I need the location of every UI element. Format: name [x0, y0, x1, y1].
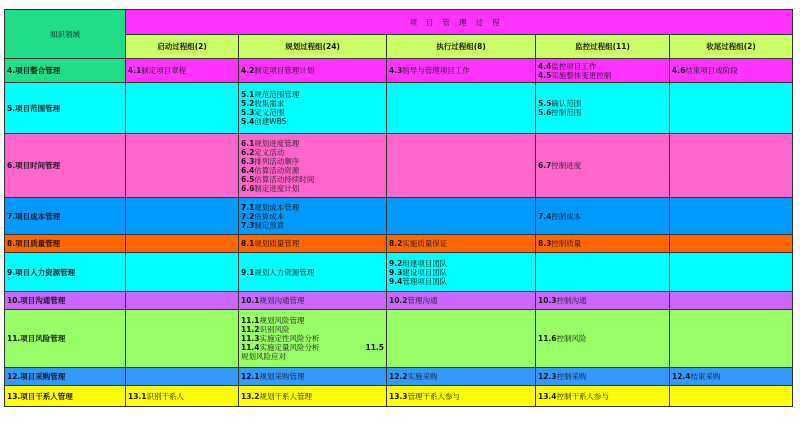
process-item: [538, 212, 667, 221]
process-number: 5.5: [538, 99, 552, 108]
process-item: [389, 268, 533, 277]
process-number: 6.1: [241, 138, 255, 148]
process-name: 实施整体变更控制: [551, 70, 612, 80]
process-number: 11.6: [538, 334, 557, 343]
process-name: 规范范围管理: [254, 90, 300, 99]
process-name: 确认范围: [551, 99, 582, 108]
process-cell-initiating: [126, 134, 239, 198]
process-item-text: [128, 392, 184, 401]
process-item-text: [538, 239, 581, 248]
process-number: 6.7: [538, 161, 552, 170]
process-number: 10.1: [241, 296, 260, 305]
process-item-text: [241, 212, 284, 221]
process-item: [241, 268, 384, 277]
process-item-text: [241, 184, 299, 193]
process-name: 管理沟通: [407, 296, 438, 305]
process-item: [538, 71, 667, 80]
process-item-text: [241, 166, 299, 175]
process-name: 控制风险: [556, 334, 587, 343]
process-item-text: [241, 175, 314, 184]
process-number: 6.3: [241, 156, 255, 166]
process-item: [241, 221, 384, 230]
process-cell-executing: [387, 292, 536, 310]
process-number: 10.2: [389, 296, 408, 305]
process-item: [241, 372, 384, 381]
knowledge-area-label: 6.项目时间管理: [5, 134, 126, 198]
process-item-text: [241, 221, 284, 230]
process-name: 识别风险: [259, 325, 290, 334]
process-item: [538, 161, 667, 170]
process-item: [389, 66, 533, 75]
knowledge-area-row: [5, 386, 793, 407]
process-cell-closing: [670, 134, 793, 198]
process-name: 结束采购: [690, 372, 721, 381]
process-item: [672, 372, 790, 381]
process-item: [241, 239, 384, 248]
process-item: [241, 184, 384, 193]
process-name: 估算活动持续时间: [254, 174, 315, 184]
process-matrix-table: [4, 9, 793, 407]
process-name: 控制沟通: [556, 296, 587, 305]
process-item-text: [241, 139, 299, 148]
process-item-text: [389, 268, 447, 277]
process-number: 9.4: [389, 276, 403, 286]
knowledge-area-label: 7.项目成本管理: [5, 198, 126, 235]
process-number: 5.3: [241, 108, 255, 117]
process-item: [241, 166, 384, 175]
knowledge-area-label: 9.项目人力资源管理: [5, 253, 126, 292]
process-number: 7.1: [241, 202, 255, 212]
process-item: [128, 392, 236, 401]
process-name: 制定项目章程: [141, 66, 187, 75]
process-item: [241, 157, 384, 166]
process-item: [241, 148, 384, 157]
process-item-text: [389, 392, 460, 401]
process-item-text: [241, 90, 299, 99]
knowledge-area-row: [5, 292, 793, 310]
process-item-text: [389, 296, 438, 305]
process-name: 实施定量风险分析: [259, 343, 320, 352]
process-number: 10.3: [538, 296, 557, 305]
process-name: 指导与管理项目工作: [402, 66, 470, 75]
process-item-text: [128, 66, 186, 75]
process-item-text: [241, 239, 299, 248]
process-item: [241, 352, 384, 361]
process-number: 7.2: [241, 211, 255, 221]
process-item-text: [241, 66, 314, 75]
process-name: 控制范围: [551, 108, 582, 117]
process-item-text: [389, 66, 470, 75]
process-cell-monitoring: [536, 253, 670, 292]
process-item: [538, 108, 667, 117]
process-item-text: [672, 372, 721, 381]
process-item-text: [389, 277, 447, 286]
process-cell-executing: [387, 59, 536, 83]
process-item: [241, 212, 384, 221]
process-cell-closing: [670, 368, 793, 386]
process-item-text: [538, 161, 581, 170]
process-cell-initiating: [126, 292, 239, 310]
process-item-text: [672, 66, 738, 75]
process-number: 4.2: [241, 66, 255, 75]
process-number: 4.5: [538, 70, 552, 80]
process-cell-monitoring: [536, 198, 670, 235]
process-name: 规划人力资源管理: [254, 267, 315, 277]
knowledge-area-label: 4.项目整合管理: [5, 59, 126, 83]
knowledge-area-label: 8.项目质量管理: [5, 235, 126, 253]
process-name: 实施定性风险分析: [259, 334, 320, 343]
process-item-text: [241, 99, 284, 108]
process-number: 12.4: [672, 372, 691, 381]
process-number: 8.3: [538, 239, 552, 248]
process-item-text: [241, 343, 320, 352]
process-cell-monitoring: [536, 386, 670, 407]
process-cell-planning: [239, 235, 387, 253]
process-cell-executing: [387, 368, 536, 386]
knowledge-area-row: [5, 83, 793, 134]
process-name: 组建项目团队: [402, 258, 448, 268]
knowledge-area-row: [5, 198, 793, 235]
process-cell-executing: [387, 253, 536, 292]
process-item-text: [389, 372, 438, 381]
process-number: 4.4: [538, 61, 552, 71]
process-item-text: [241, 157, 299, 166]
process-cell-initiating: [126, 235, 239, 253]
process-item: [538, 296, 667, 305]
process-number: 5.4: [241, 117, 255, 126]
process-cell-monitoring: [536, 235, 670, 253]
process-number: 12.2: [389, 372, 408, 381]
process-name: 结束项目或阶段: [685, 66, 738, 75]
process-item: [241, 90, 384, 99]
process-name: 识别干系人: [146, 391, 185, 401]
process-number: 9.3: [389, 267, 403, 277]
process-cell-executing: [387, 198, 536, 235]
knowledge-area-row: [5, 134, 793, 198]
process-number: 9.1: [241, 267, 255, 277]
process-item: [241, 203, 384, 212]
process-name: 建设项目团队: [402, 267, 448, 277]
process-name: 创建WBS: [254, 117, 287, 126]
process-item-text: [241, 117, 287, 126]
process-item: [538, 239, 667, 248]
knowledge-area-label: 11.项目风险管理: [5, 310, 126, 368]
process-item-text: [389, 239, 447, 248]
process-item-text: [538, 99, 581, 108]
process-name: 规划质量管理: [254, 239, 300, 248]
process-cell-initiating: [126, 368, 239, 386]
process-item-text: [538, 71, 611, 80]
process-item-text: [241, 203, 299, 212]
knowledge-area-row: [5, 235, 793, 253]
process-number: 7.3: [241, 220, 255, 230]
knowledge-area-label: 10.项目沟通管理: [5, 292, 126, 310]
process-number: 6.4: [241, 165, 255, 175]
process-cell-closing: [670, 310, 793, 368]
process-cell-monitoring: [536, 59, 670, 83]
process-item: [241, 66, 384, 75]
process-cell-closing: [670, 253, 793, 292]
process-item-text: [241, 325, 290, 334]
process-item: [241, 316, 384, 325]
group-header-planning: 规划过程组(24): [239, 35, 387, 59]
process-item: [241, 343, 384, 352]
process-name: 规划风险管理: [259, 316, 305, 325]
process-name: 制定预算: [254, 220, 285, 230]
process-name: 实施质量保证: [402, 239, 448, 248]
process-cell-initiating: [126, 198, 239, 235]
knowledge-area-row: [5, 310, 793, 368]
process-cell-initiating: [126, 253, 239, 292]
process-number: 8.2: [389, 239, 403, 248]
process-cell-planning: [239, 83, 387, 134]
process-number: 13.2: [241, 391, 260, 401]
process-item-text: [389, 259, 447, 268]
process-cell-closing: [670, 198, 793, 235]
process-cell-executing: [387, 83, 536, 134]
process-item-text: [538, 334, 587, 343]
process-item-text: [241, 352, 286, 361]
process-number: 8.1: [241, 239, 255, 248]
process-name: 定义活动: [254, 147, 285, 157]
process-cell-closing: [670, 292, 793, 310]
process-number: 11.5: [365, 343, 384, 352]
process-number: 5.1: [241, 90, 255, 99]
process-name: 监控项目工作: [551, 61, 597, 71]
process-number: 11.1: [241, 316, 260, 325]
process-number: 11.3: [241, 334, 260, 343]
process-item: [389, 372, 533, 381]
process-item-text: [538, 62, 596, 71]
process-item: [389, 259, 533, 268]
process-item: [241, 99, 384, 108]
process-number: 7.4: [538, 211, 552, 221]
process-cell-planning: [239, 292, 387, 310]
process-item: [241, 296, 384, 305]
process-item: [389, 296, 533, 305]
table-title: 项目管理过程: [126, 10, 793, 35]
process-item-text: [241, 268, 314, 277]
process-name: 定义范围: [254, 108, 285, 117]
process-item-text: [241, 148, 284, 157]
process-name: 估算活动资源: [254, 165, 300, 175]
process-name: 控制质量: [551, 239, 582, 248]
process-item: [241, 325, 384, 334]
process-item: [128, 66, 236, 75]
process-cell-monitoring: [536, 310, 670, 368]
knowledge-area-row: [5, 253, 793, 292]
process-cell-executing: [387, 386, 536, 407]
process-item: [241, 108, 384, 117]
process-number: 6.2: [241, 147, 255, 157]
knowledge-area-row: [5, 368, 793, 386]
knowledge-area-row: [5, 59, 793, 83]
process-name: 控制进度: [551, 161, 582, 170]
process-number: 13.1: [128, 391, 147, 401]
process-cell-planning: [239, 253, 387, 292]
knowledge-area-label: 5.项目范围管理: [5, 83, 126, 134]
process-cell-initiating: [126, 386, 239, 407]
process-item: [241, 175, 384, 184]
process-number: 5.2: [241, 99, 255, 108]
process-number: 6.6: [241, 183, 255, 193]
process-name: 规划成本管理: [254, 202, 300, 212]
group-header-executing: 执行过程组(8): [387, 35, 536, 59]
process-cell-executing: [387, 310, 536, 368]
process-cell-executing: [387, 134, 536, 198]
process-item: [538, 334, 667, 343]
process-cell-initiating: [126, 310, 239, 368]
process-item: [538, 372, 667, 381]
process-number: 11.4: [241, 343, 260, 352]
process-number: 4.3: [389, 66, 403, 75]
process-item: [241, 334, 384, 343]
process-item-text: [241, 334, 320, 343]
process-cell-closing: [670, 386, 793, 407]
process-name: 实施采购: [407, 372, 438, 381]
process-item-text: [241, 316, 305, 325]
process-name: 控制采购: [556, 372, 587, 381]
process-item-text: [538, 392, 609, 401]
process-item: [538, 62, 667, 71]
process-name: 规划采购管理: [259, 372, 305, 381]
process-item: [389, 239, 533, 248]
process-cell-planning: [239, 198, 387, 235]
process-number: 4.6: [672, 66, 686, 75]
process-number: 13.4: [538, 391, 557, 401]
knowledge-area-label: 12.项目采购管理: [5, 368, 126, 386]
process-number: 4.1: [128, 66, 142, 75]
process-item-text: [538, 296, 587, 305]
process-item: [389, 277, 533, 286]
process-item-text: [538, 108, 581, 117]
process-cell-closing: [670, 235, 793, 253]
process-item-text: [241, 392, 312, 401]
process-number: 9.2: [389, 258, 403, 268]
process-name: 管理干系人参与: [407, 391, 461, 401]
process-number: 13.3: [389, 391, 408, 401]
process-name: 制定项目管理计划: [254, 66, 315, 75]
process-name: 规划沟通管理: [259, 296, 305, 305]
process-number: 12.3: [538, 372, 557, 381]
process-cell-closing: [670, 59, 793, 83]
process-name: 管理项目团队: [402, 276, 448, 286]
process-cell-closing: [670, 83, 793, 134]
process-name: 制定进度计划: [254, 183, 300, 193]
process-name: 控制干系人参与: [556, 391, 610, 401]
process-item: [538, 392, 667, 401]
process-item-text: [241, 108, 284, 117]
process-item: [241, 392, 384, 401]
process-cell-initiating: [126, 59, 239, 83]
knowledge-area-label: 13.项目干系人管理: [5, 386, 126, 407]
process-cell-planning: [239, 134, 387, 198]
process-name: 排列活动顺序: [254, 156, 300, 166]
process-cell-initiating: [126, 83, 239, 134]
process-number: 12.1: [241, 372, 260, 381]
group-header-closing: 收尾过程组(2): [670, 35, 793, 59]
process-item: [241, 117, 384, 126]
process-cell-monitoring: [536, 368, 670, 386]
process-number: 5.6: [538, 108, 552, 117]
process-item: [389, 392, 533, 401]
process-item-text: [538, 372, 587, 381]
process-name: 收集需求: [254, 99, 285, 108]
process-name: 控制成本: [551, 211, 582, 221]
process-cell-planning: [239, 386, 387, 407]
process-cell-monitoring: [536, 292, 670, 310]
process-item: [538, 99, 667, 108]
process-name: 估算成本: [254, 211, 285, 221]
process-name: 规划干系人管理: [259, 391, 313, 401]
process-item-text: [241, 372, 305, 381]
process-cell-executing: [387, 235, 536, 253]
process-cell-planning: [239, 59, 387, 83]
knowledge-area-header: 知识领域: [5, 10, 126, 59]
process-cell-planning: [239, 368, 387, 386]
group-header-monitoring: 监控过程组(11): [536, 35, 670, 59]
process-item: [241, 139, 384, 148]
process-cell-monitoring: [536, 134, 670, 198]
process-item-text: [241, 296, 305, 305]
process-cell-planning: [239, 310, 387, 368]
process-number: 6.5: [241, 174, 255, 184]
process-name: 规划进度管理: [254, 138, 300, 148]
group-header-initiating: 启动过程组(2): [126, 35, 239, 59]
process-number: 11.2: [241, 325, 260, 334]
process-item: [672, 66, 790, 75]
process-item-text: [538, 212, 581, 221]
process-cell-monitoring: [536, 83, 670, 134]
process-name: 规划风险应对: [241, 352, 286, 361]
